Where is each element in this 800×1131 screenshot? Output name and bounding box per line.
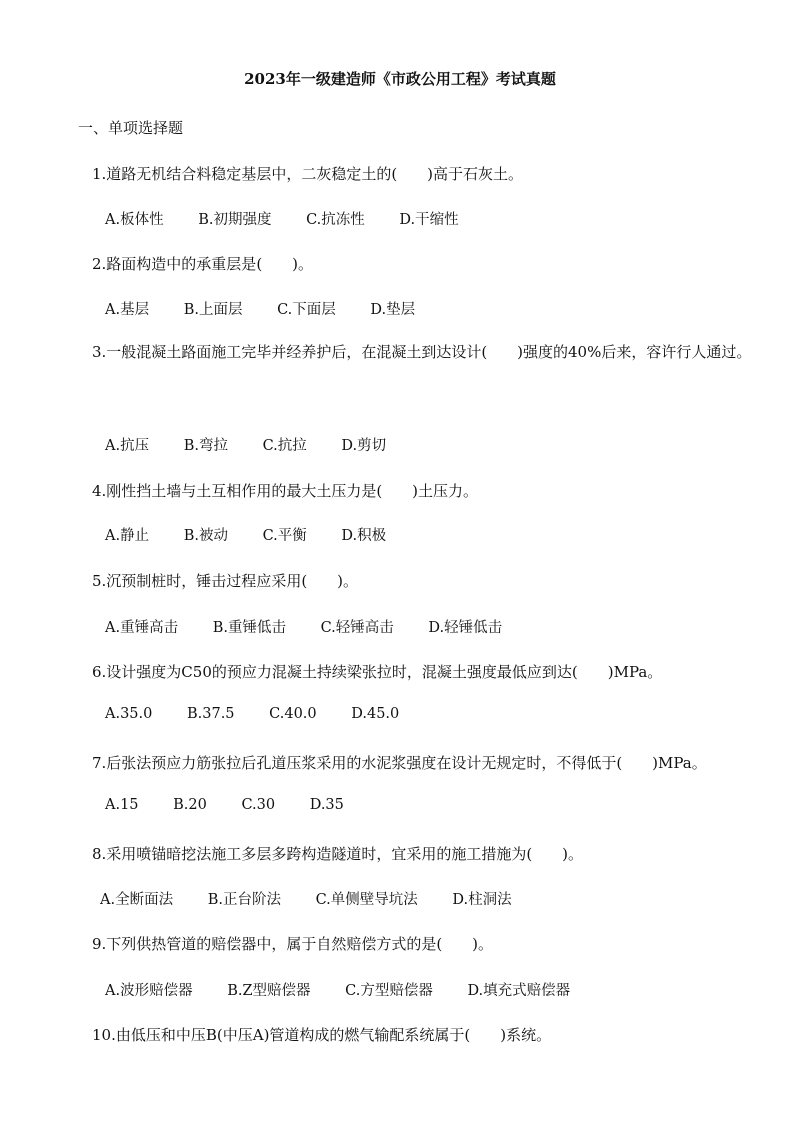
option: A.波形赔偿器 [105,983,193,999]
option: B.正台阶法 [207,892,281,908]
question-6: 6.设计强度为C50的预应力混凝土持续梁张拉时，混凝土强度最低应到达( )MPa。 [92,663,663,681]
option: D.干缩性 [399,212,459,228]
option: D.填充式赔偿器 [467,983,571,999]
options-5 [105,616,532,637]
question-1: 1.道路无机结合料稳定基层中，二灰稳定土的( )高于石灰土。 [92,165,524,183]
option: B.初期强度 [198,212,272,228]
option: B.被动 [183,528,228,544]
option: D.柱洞法 [452,892,512,908]
options-2 [105,298,445,319]
option: B.弯拉 [183,438,228,454]
option: A.35.0 [105,706,153,722]
option: C.单侧壁导坑法 [315,892,418,908]
option: D.轻锤低击 [428,620,503,636]
option: B.Z型赔偿器 [227,983,311,999]
question-7: 7.后张法预应力筋张拉后孔道压浆采用的水泥浆强度在设计无规定时，不得低于( )MPa。 [92,754,707,772]
option: C.平衡 [262,528,307,544]
option: A.静止 [105,528,150,544]
option: D.剪切 [341,438,387,454]
option: A.重锤高击 [105,620,179,636]
options-1 [105,208,489,229]
option: C.轻锤高击 [320,620,394,636]
option: B.37.5 [186,706,235,722]
section-heading: 一、单项选择题 [78,119,184,137]
question-2: 2.路面构造中的承重层是( )。 [92,255,314,273]
question-10: 10.由低压和中压B(中压A)管道构成的燃气输配系统属于( )系统。 [92,1026,552,1044]
question-8: 8.采用喷锚暗挖法施工多层多跨构造隧道时，宜采用的施工措施为( )。 [92,845,584,863]
option: C.抗冻性 [306,212,365,228]
option: C.40.0 [269,706,317,722]
option: C.30 [241,797,276,813]
options-9 [105,979,600,1000]
question-4: 4.刚性挡土墙与土互相作用的最大土压力是( )土压力。 [92,482,479,500]
option: B.20 [173,797,207,813]
option: D.45.0 [351,706,400,722]
options-3 [105,434,416,455]
option: A.抗压 [105,438,150,454]
options-8 [100,888,542,909]
options-6 [105,706,429,722]
option: B.重锤低击 [212,620,286,636]
option: C.抗拉 [262,438,307,454]
option: A.全断面法 [100,892,174,908]
option: C.方型赔偿器 [345,983,433,999]
option: D.积极 [341,528,387,544]
options-7 [105,797,374,813]
question-9: 9.下列供热管道的赔偿器中，属于自然赔偿方式的是( )。 [92,935,494,953]
page-title: 2023年一级建造师《市政公用工程》考试真题 [244,70,556,88]
option: A.15 [105,797,139,813]
option: D.35 [309,797,344,813]
option: B.上面层 [183,302,243,318]
question-3: 3.一般混凝土路面施工完毕并经养护后，在混凝土到达设计( )强度的40%后来，容许行人通过。 [92,343,752,361]
option: C.下面层 [277,302,336,318]
question-5: 5.沉预制桩时，锤击过程应采用( )。 [92,572,359,590]
options-4 [105,524,416,545]
option: A.板体性 [105,212,164,228]
option: A.基层 [105,302,150,318]
option: D.垫层 [370,302,416,318]
